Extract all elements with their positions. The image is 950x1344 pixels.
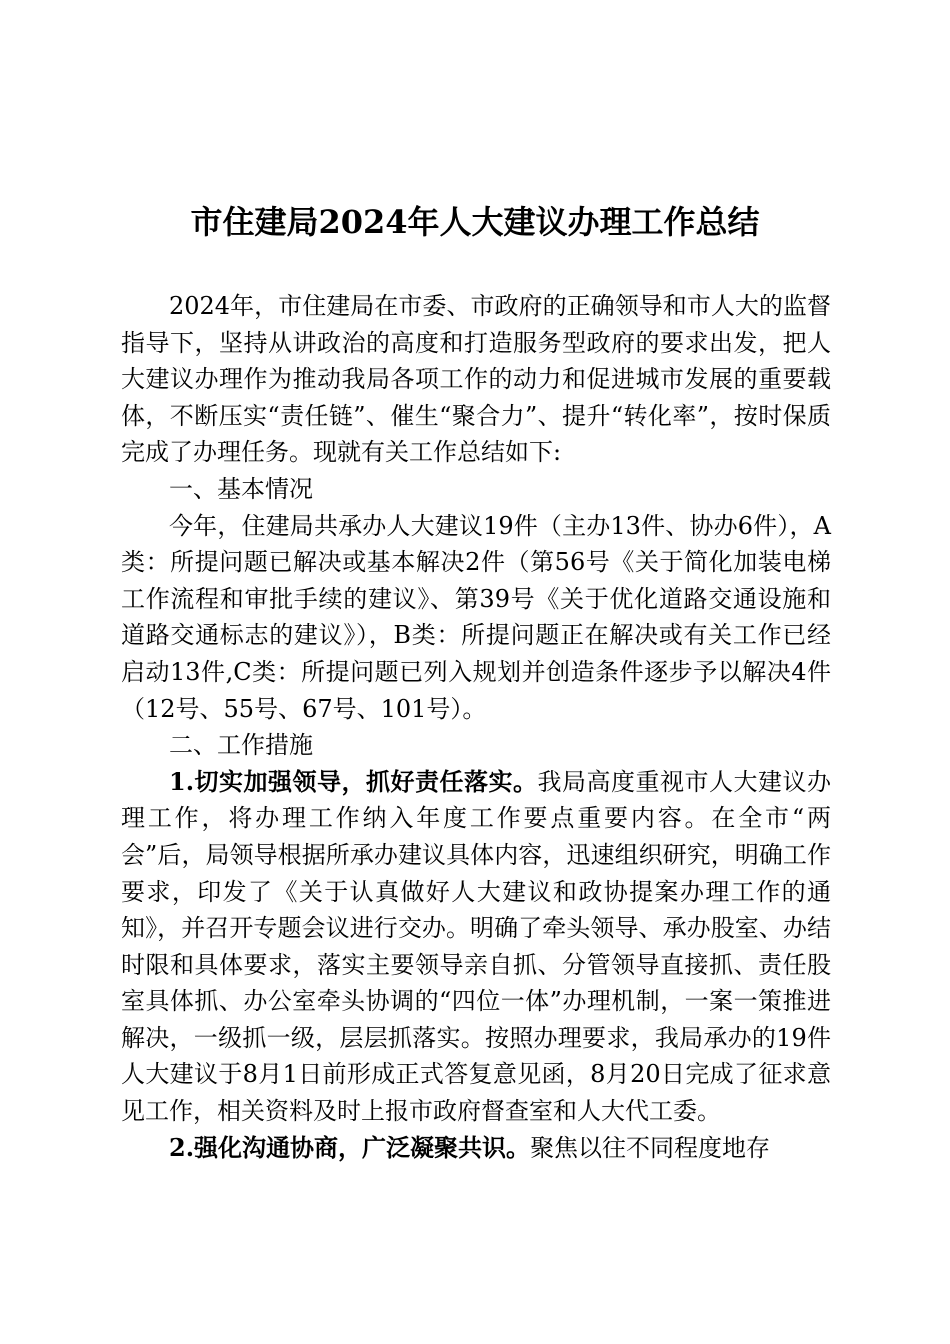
measure-2-lead: 2.强化沟通协商，广泛凝聚共识。 — [169, 1132, 531, 1162]
section-heading-measures: 二、工作措施 — [169, 731, 313, 760]
measure-2-body: 聚焦以往不同程度地存 — [530, 1133, 771, 1162]
measure-1-paragraph — [121, 764, 831, 1130]
document-body — [121, 288, 831, 1166]
measure-2-paragraph — [121, 1130, 831, 1167]
measure-1-lead: 1.切实加强领导，抓好责任落实。 — [169, 766, 538, 796]
basic-situation-paragraph: 今年，住建局共承办人大建议19件（主办13件、协办6件），A类：所提问题已解决或基本解决2件（第56号《关于简化加装电梯工作流程和审批手续的建议》、第39号《关于优化道路交通设施和道路交通标志的建议》），B类：所提问题正在解决或有关工作已经启动13件,C类：所提问题已列入规划并创造条件逐步予以解决4件（12号、55号、67号、101号）。 — [121, 511, 831, 723]
measure-1-body: 我局高度重视市人大建议办理工作，将办理工作纳入年度工作要点重要内容。在全市“两会”后，局领导根据所承办建议具体内容，迅速组织研究，明确工作要求，印发了《关于认真做好人大建议和政协提案办理工作的通知》，并召开专题会议进行交办。明确了牵头领导、承办股室、办结时限和具体要求，落实主要领导亲自抓、分管领导直接抓、责任股室具体抓、办公室牵头协调的“四位一体”办理机制，一案一策推进解决，一级抓一级，层层抓落实。按照办理要求，我局承办的19件人大建议于8月1日前形成正式答复意见函，8月20日完成了征求意见工作，相关资料及时上报市政府督查室和人大代工委。 — [121, 767, 832, 1126]
document-title: 市住建局2024年人大建议办理工作总结 — [190, 203, 760, 241]
section-heading-basic: 一、基本情况 — [169, 474, 313, 503]
intro-paragraph: 2024年，市住建局在市委、市政府的正确领导和市人大的监督指导下，坚持从讲政治的高度和打造服务型政府的要求出发，把人大建议办理作为推动我局各项工作的动力和促进城市发展的重要载体，不断压实“责任链”、催生“聚合力”、提升“转化率”，按时保质完成了办理任务。现就有关工作总结如下: — [121, 292, 831, 467]
